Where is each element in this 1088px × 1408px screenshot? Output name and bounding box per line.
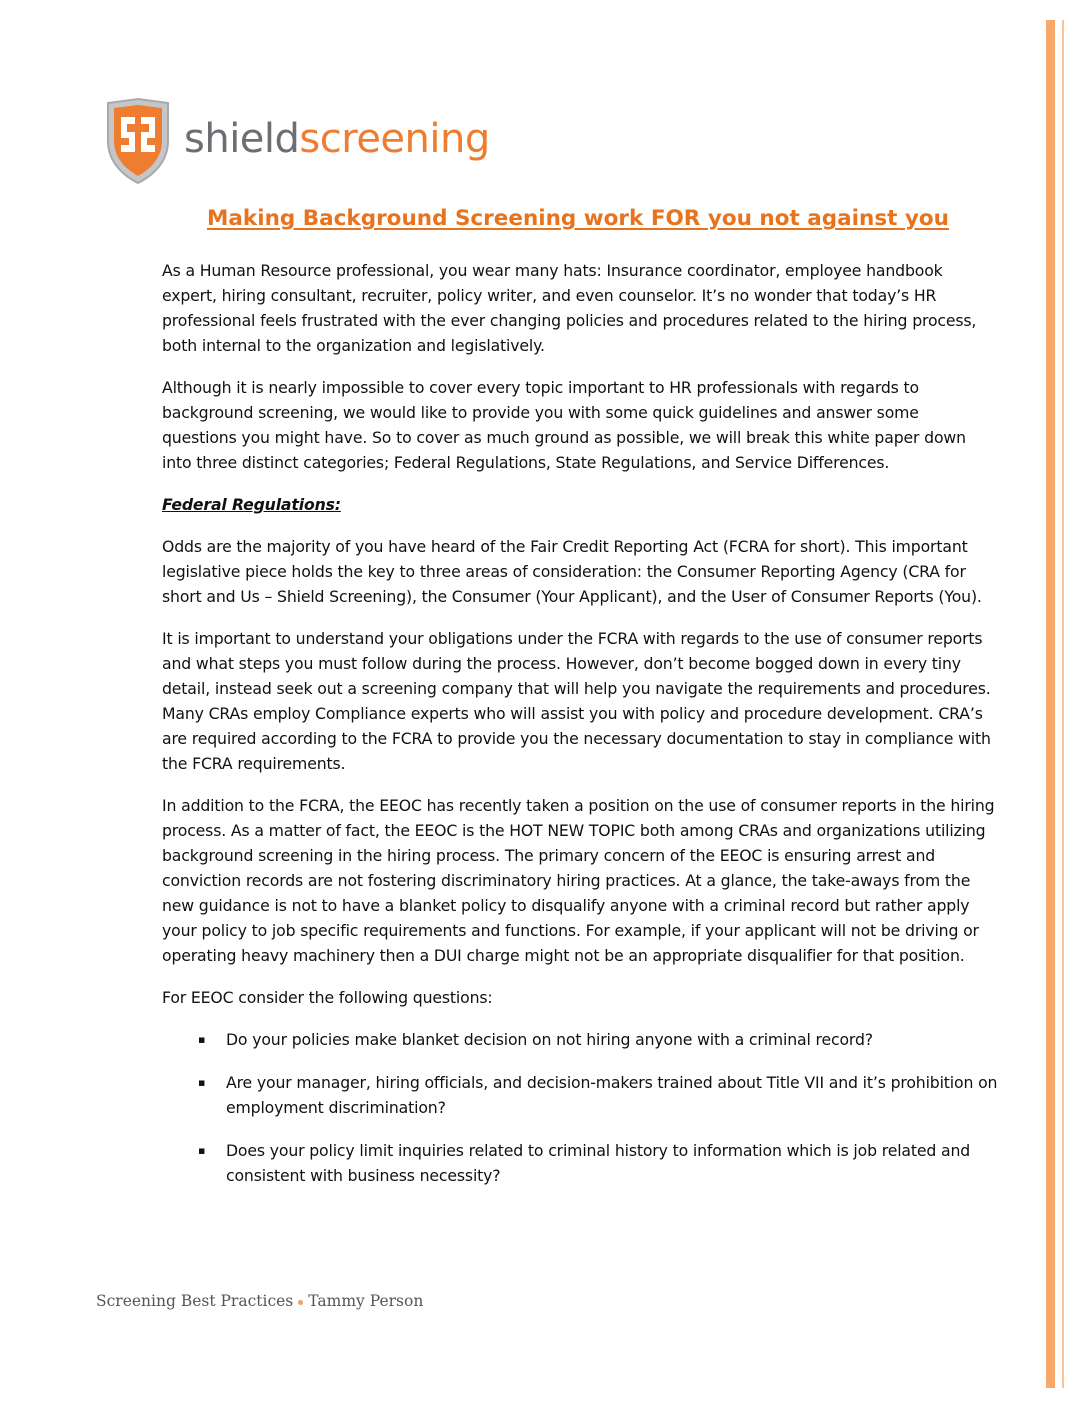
federal-paragraph-4: For EEOC consider the following questions: <box>162 988 493 1007</box>
federal-paragraph-1: Odds are the majority of you have heard of the Fair Credit Reporting Act (FCRA for short). This important legislative piece holds the key to three areas of consideration: the Consumer Reporting Agency (CRA for short and Us – Shield Screening), the Consumer (Your Applicant), and the User of Consumer Reports (You). <box>162 537 982 606</box>
footer-separator-dot <box>298 1300 303 1305</box>
bullet-icon: ▪ <box>198 1033 206 1046</box>
bullet-icon: ▪ <box>198 1144 206 1157</box>
company-logo <box>104 96 490 186</box>
footer-title: Screening Best Practices <box>96 1292 294 1310</box>
page-border-thick <box>1046 20 1055 1388</box>
eeoc-question-list <box>162 1027 998 1188</box>
brand-wordmark <box>184 116 490 162</box>
footer-author: Tammy Person <box>308 1292 424 1310</box>
section-heading-federal: Federal Regulations: <box>162 495 341 514</box>
document-body <box>162 258 998 1206</box>
list-item <box>162 1070 998 1120</box>
brand-wordmark-screening: screening <box>299 116 490 162</box>
page-footer <box>96 1292 423 1310</box>
list-item <box>162 1138 998 1188</box>
shield-icon <box>104 97 172 185</box>
list-item <box>162 1027 998 1052</box>
federal-paragraph-2: It is important to understand your obligations under the FCRA with regards to the use of consumer reports and what steps you must follow during the process. However, don’t become bogged down in every tiny detail, instead seek out a screening company that will help you navigate the requirements and procedures. Many CRAs employ Compliance experts who will assist you with policy and procedure development. CRA’s are required according to the FCRA to provide you the necessary documentation to stay in compliance with the FCRA requirements. <box>162 629 991 773</box>
document-title: Making Background Screening work FOR you not against you <box>207 206 949 231</box>
bullet-icon: ▪ <box>198 1076 206 1089</box>
list-item-text: Does your policy limit inquiries related to criminal history to information which is job related and consistent with business necessity? <box>226 1141 971 1185</box>
intro-paragraph-2: Although it is nearly impossible to cover every topic important to HR professionals with regards to background screening, we would like to provide you with some quick guidelines and answer some questions you might have. So to cover as much ground as possible, we will break this white paper down into three distinct categories; Federal Regulations, State Regulations, and Service Differences. <box>162 378 966 472</box>
federal-paragraph-3: In addition to the FCRA, the EEOC has recently taken a position on the use of consumer reports in the hiring process. As a matter of fact, the EEOC is the HOT NEW TOPIC both among CRAs and organizations utilizing background screening in the hiring process. The primary concern of the EEOC is ensuring arrest and conviction records are not fostering discriminatory hiring practices. At a glance, the take-aways from the new guidance is not to have a blanket policy to disqualify anyone with a criminal record but rather apply your policy to job specific requirements and functions. For example, if your applicant will not be driving or operating heavy machinery then a DUI charge might not be an appropriate disqualifier for that position. <box>162 796 995 965</box>
page-border-thin <box>1062 20 1064 1388</box>
brand-wordmark-shield: shield <box>184 116 300 162</box>
list-item-text: Are your manager, hiring officials, and decision-makers trained about Title VII and it’s prohibition on employment discrimination? <box>226 1073 998 1117</box>
list-item-text: Do your policies make blanket decision on not hiring anyone with a criminal record? <box>226 1030 873 1049</box>
intro-paragraph-1: As a Human Resource professional, you wear many hats: Insurance coordinator, employee handbook expert, hiring consultant, recruiter, policy writer, and even counselor. It’s no wonder that today’s HR professional feels frustrated with the ever changing policies and procedures related to the hiring process, both internal to the organization and legislatively. <box>162 261 977 355</box>
